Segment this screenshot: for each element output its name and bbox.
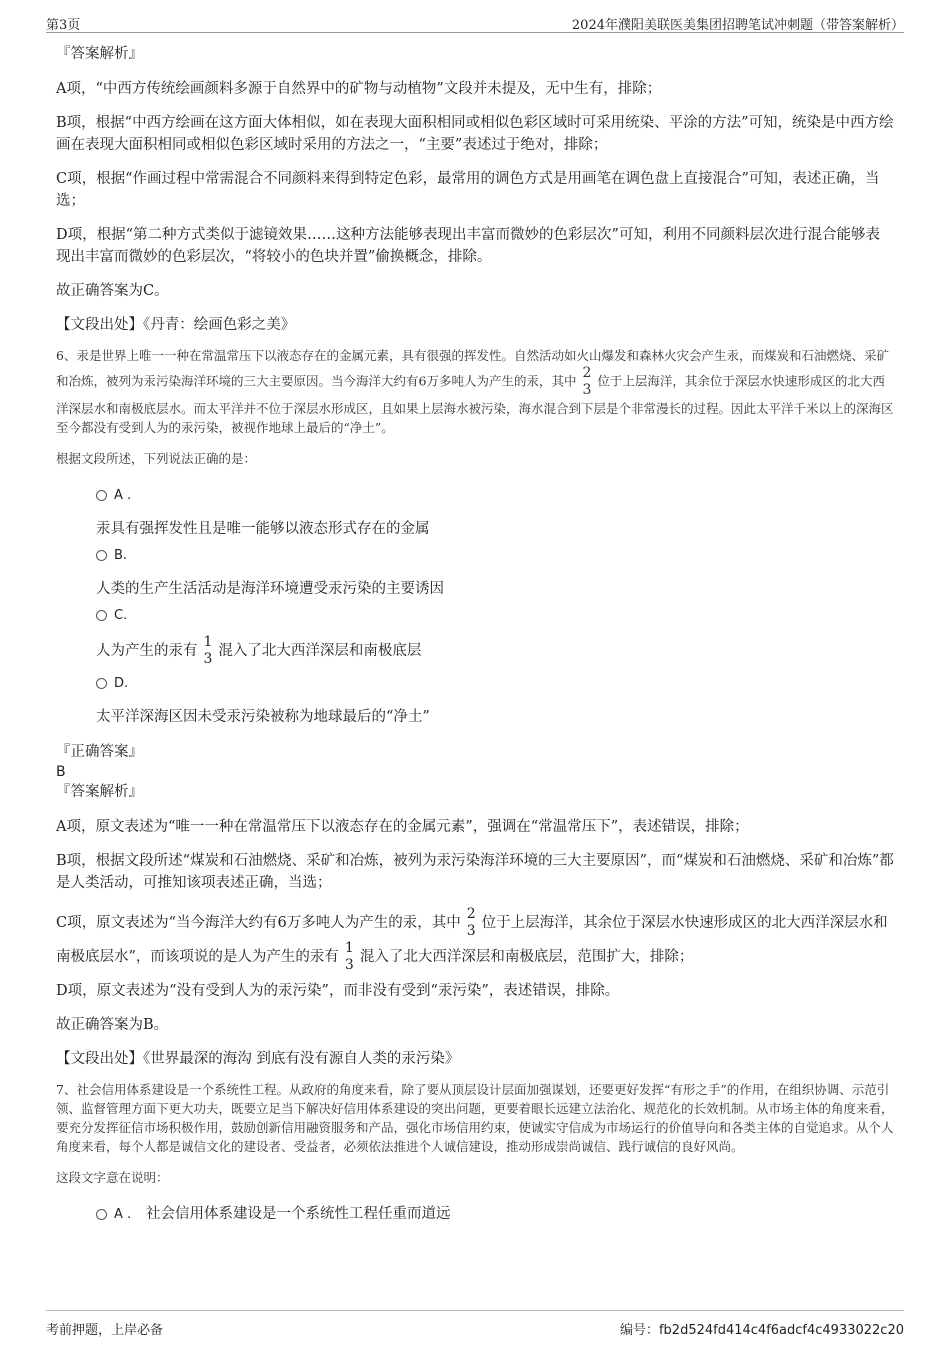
explanation-a: A项，“中西方传统绘画颜料多源于自然界中的矿物与动植物”文段并未提及，无中生有，排除；	[56, 81, 662, 97]
footer-slogan: 考前押题，上岸必备	[46, 1323, 164, 1338]
option-a[interactable]	[56, 486, 894, 540]
fraction	[467, 906, 476, 940]
explanation-a: A项，原文表述为“唯一一种在常温常压下以液态存在的金属元素”，强调在“常温常压下”，表述错误，排除；	[56, 819, 749, 835]
fraction-numerator: 1	[344, 940, 354, 956]
radio-button[interactable]	[96, 490, 107, 501]
fraction-numerator: 2	[582, 365, 592, 381]
correct-answer-title: 『正确答案』	[56, 744, 143, 760]
fraction-numerator: 2	[466, 906, 476, 922]
option-letter: D.	[114, 676, 129, 691]
explanation-d: D项，根据“第二种方式类似于滤镜效果……这种方法能够表现出丰富而微妙的色彩层次”可知，利用不同颜料层次进行混合能够表现出丰富而微妙的色彩层次，“将较小的色块并置”偷换概念，排除。	[56, 227, 880, 265]
source-label: 【文段出处】	[56, 1051, 143, 1067]
option-text	[96, 634, 894, 668]
radio-button[interactable]	[96, 1209, 107, 1220]
page-header	[46, 10, 904, 33]
option-letter: A .	[114, 1207, 132, 1222]
radio-button[interactable]	[96, 678, 107, 689]
option-text-part: 混入了北大西洋深层和南极底层	[218, 643, 422, 659]
question-7-stem: 7、社会信用体系建设是一个系统性工程。从政府的角度来看，除了要从顶层设计层面加强谋划，还要更好发挥“有形之手”的作用，在组织协调、示范引领、监督管理方面下更大功夫，既要立足当下解决好信用体系建设的突出问题，更要着眼长远建立法治化、规范化的长效机制。从市场主体的角度来看，要充分发挥征信市场积极作用，鼓励创新信用融资服务和产品，强化市场信用约束，使诚实守信成为市场运行的价值导向和各类主体的自觉追求。从个人角度来看，每个人都是诚信文化的建设者、受益者，必须依法推进个人诚信建设，推动形成崇尚诚信、践行诚信的良好风尚。	[56, 1082, 894, 1154]
document-title: 2024年濮阳美联医美集团招聘笔试冲刺题（带答案解析）	[571, 18, 904, 33]
source-label: 【文段出处】	[56, 317, 143, 333]
fraction	[582, 365, 591, 399]
question-6-prompt: 根据文段所述，下列说法正确的是：	[56, 451, 257, 466]
conclusion: 故正确答案为C。	[56, 283, 169, 299]
stem-part: 位于上层海洋，其余位于深层水快速形成区的北大西洋深层水和南极底层水。而太平洋并不位于深层水形成区，且如果上层海水被污染，海水混合到下层是个非常漫长的过程。因此太平洋千米以上的深海区至今都没有受到人为的汞污染，被视作地球上最后的“净土”。	[56, 373, 894, 435]
option-a[interactable]	[56, 1205, 894, 1227]
page-content	[56, 44, 894, 1227]
fraction-denominator: 3	[582, 382, 592, 398]
explanation-d: D项，原文表述为“没有受到人为的汞污染”，而非没有受到“汞污染”，表述错误，排除。	[56, 983, 620, 999]
explanation-c: C项，根据“作画过程中常需混合不同颜料来得到特定色彩，最常用的调色方式是用画笔在调色盘上直接混合”可知，表述正确，当选；	[56, 171, 880, 209]
fraction-numerator: 1	[203, 634, 213, 650]
page-number: 第3页	[46, 18, 81, 33]
explanation-b: B项，根据“中西方绘画在这方面大体相似，如在表现大面积相同或相似色彩区域时可采用统染、平涂的方法”可知，统染是中西方绘画在表现大面积相同或相似色彩区域时采用的方法之一，“主要”表述过于绝对，排除；	[56, 115, 894, 153]
fraction-denominator: 3	[466, 923, 476, 939]
question-6-stem	[56, 346, 894, 437]
correct-answer: B	[56, 764, 66, 780]
explanation-part: 位于上层海洋，其余位于深层水快速形成区的北大西洋深	[481, 915, 845, 931]
question-7-prompt: 这段文字意在说明：	[56, 1170, 169, 1185]
explanation-b: B项，根据文段所述“煤炭和石油燃烧、采矿和冶炼，被列为汞污染海洋环境的三大主要原因”，而“煤炭和石油燃烧、采矿和冶炼”都是人类活动，可推知该项表述正确，当选；	[56, 853, 894, 891]
explanation-part: 层水和南极底层水”，而该项说的是人为产生的汞有	[56, 915, 888, 965]
option-letter: A .	[114, 488, 132, 503]
stem-part: 6、汞是世界上唯一一种在常温常压下以液态存在的金属元素，具有很强的挥发性。自然活动如火山爆发和森林火灾会产生汞，而煤炭和石油燃烧、采矿和冶炼，被列为汞污染海洋环境的三大主要原因。当今海洋大约有6万多吨人为产生的汞，其中	[56, 348, 889, 389]
fraction-denominator: 3	[344, 957, 354, 973]
option-text: 社会信用体系建设是一个系统性工程任重而道远	[146, 1206, 451, 1222]
document-id: 编号：fb2d524fd414c4f6adcf4c4933022c20	[619, 1323, 904, 1338]
radio-button[interactable]	[96, 550, 107, 561]
fraction	[345, 940, 354, 974]
explanation-part: 混入了北大西洋深层和南极底层，范围扩大，排除；	[359, 949, 694, 965]
explanation-c	[56, 906, 894, 974]
analysis-title: 『答案解析』	[56, 784, 143, 800]
option-text: 太平洋深海区因未受汞污染被称为地球最后的“净土”	[96, 709, 430, 725]
option-text: 汞具有强挥发性且是唯一能够以液态形式存在的金属	[96, 521, 430, 537]
option-d[interactable]	[56, 674, 894, 728]
option-letter: B.	[114, 548, 128, 563]
conclusion: 故正确答案为B。	[56, 1017, 169, 1033]
source-line	[56, 1048, 894, 1070]
fraction-denominator: 3	[203, 651, 213, 667]
source-line	[56, 314, 894, 336]
source-text: 《丹青：绘画色彩之美》	[143, 317, 296, 333]
source-text: 《世界最深的海沟 到底有没有源自人类的汞污染》	[143, 1051, 460, 1067]
explanation-part: C项，原文表述为“当今海洋大约有6万多吨人为产生的汞，其中	[56, 915, 461, 931]
fraction	[204, 634, 213, 668]
option-text: 人类的生产生活活动是海洋环境遭受汞污染的主要诱因	[96, 581, 444, 597]
option-letter: C.	[114, 608, 128, 623]
option-b[interactable]	[56, 546, 894, 600]
page-footer	[46, 1310, 904, 1338]
option-c[interactable]	[56, 606, 894, 668]
analysis-title: 『答案解析』	[56, 46, 143, 62]
radio-button[interactable]	[96, 610, 107, 621]
option-text-part: 人为产生的汞有	[96, 643, 198, 659]
